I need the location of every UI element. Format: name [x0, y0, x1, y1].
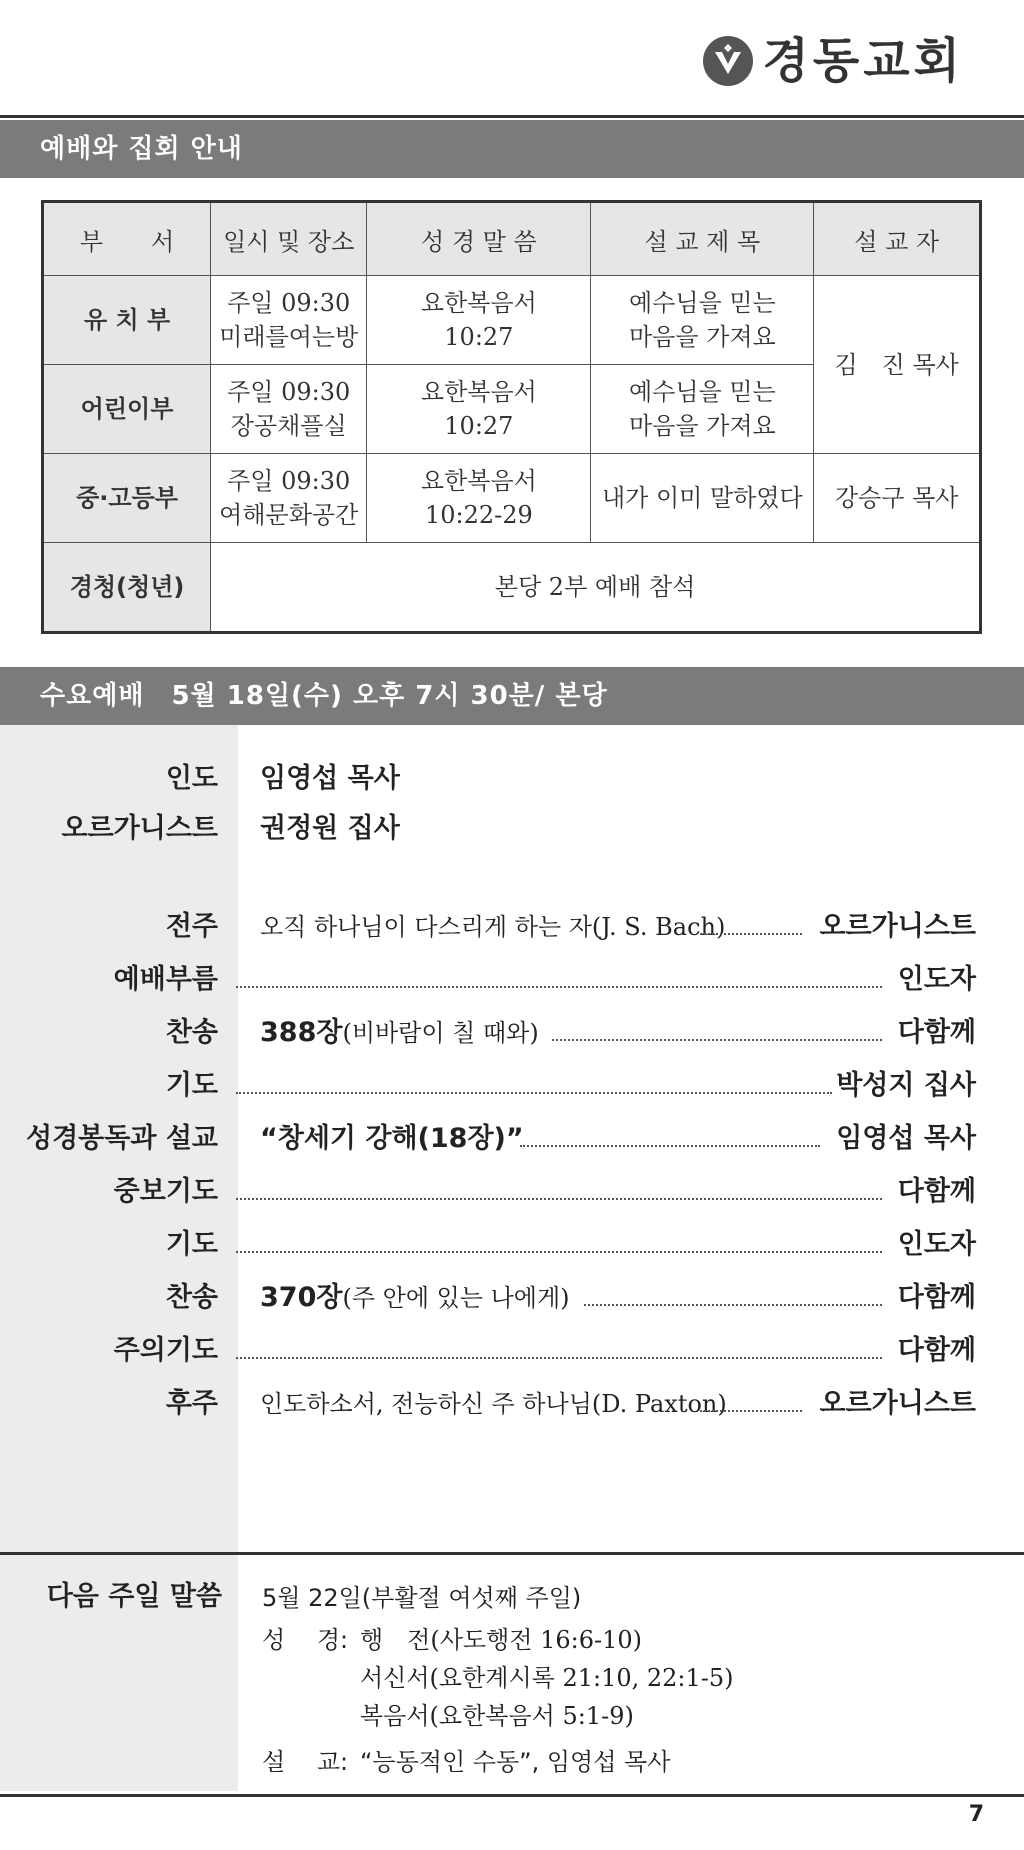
table-row [43, 276, 981, 365]
dot-leader [236, 1251, 882, 1253]
item-performer: 다함께 [897, 1017, 976, 1048]
item-label: 주의기도 [113, 1335, 218, 1366]
church-name: 경동교회 [762, 33, 964, 89]
scripture-cell [367, 454, 591, 543]
scripture-cell [367, 365, 591, 454]
next-week-date: 5월 22일(부활절 여섯째 주일) [262, 1584, 582, 1612]
scripture-verse: 10:27 [444, 323, 514, 351]
service-item [0, 905, 1024, 949]
scripture-acts: 행 전(사도행전 16:6-10) [360, 1626, 643, 1654]
item-performer: 다함께 [897, 1335, 976, 1366]
sermon-title: “창세기 강해(18장)” [260, 1123, 524, 1154]
scripture-epistle: 서신서(요한계시록 21:10, 22:1-5) [360, 1664, 734, 1692]
scripture-gospel: 복음서(요한복음서 5:1-9) [360, 1702, 634, 1730]
sermon-label: 설 교: [262, 1748, 349, 1776]
place-text: 미래를여는방 [219, 323, 359, 351]
dot-leader [236, 1092, 832, 1094]
time-text: 주일 09:30 [227, 467, 351, 495]
service-item [0, 1011, 1024, 1055]
item-content: 인도하소서, 전능하신 주 하나님(D. Paxton) [260, 1390, 727, 1418]
item-content [260, 1117, 524, 1161]
item-label: 찬송 [165, 1017, 218, 1048]
hymn-title: (주 안에 있는 나에게) [342, 1284, 570, 1312]
scripture-verse: 10:22-29 [424, 501, 533, 529]
scripture-label: 성 경: [262, 1626, 349, 1654]
item-label: 후주 [165, 1388, 218, 1419]
service-item [0, 958, 1024, 1002]
item-performer: 다함께 [897, 1282, 976, 1313]
dept-cell: 유 치 부 [43, 276, 211, 365]
item-performer: 임영섭 목사 [836, 1123, 976, 1154]
department-schedule-table [41, 200, 982, 634]
column-header: 설 교 자 [814, 202, 981, 276]
sermon-title-cell: 내가 이미 말하였다 [591, 454, 814, 543]
preacher-cell: 김 진 목사 [814, 276, 981, 454]
item-performer: 오르가니스트 [819, 911, 976, 942]
service-item [0, 1170, 1024, 1214]
church-emblem-icon [703, 36, 753, 86]
column-header: 성 경 말 씀 [367, 202, 591, 276]
item-label: 전주 [165, 911, 218, 942]
sermon-title-cell [591, 276, 814, 365]
organist-label: 오르가니스트 [61, 813, 218, 844]
time-text: 주일 09:30 [227, 289, 351, 317]
service-item [0, 1276, 1024, 1320]
leader-name: 임영섭 목사 [260, 763, 400, 794]
sermon-title-line: 마음을 가져요 [629, 323, 776, 351]
church-logo [703, 33, 964, 89]
table-header-row [43, 202, 981, 276]
time-place-cell [211, 365, 367, 454]
item-label: 예배부름 [113, 964, 218, 995]
dot-leader [552, 1039, 882, 1041]
hymn-number: 388장 [260, 1017, 343, 1048]
scripture-book: 요한복음서 [420, 467, 537, 495]
place-text: 여해문화공간 [219, 501, 359, 529]
item-label: 기도 [165, 1229, 218, 1260]
dept-cell: 경청(청년) [43, 543, 211, 633]
dot-leader [236, 1357, 882, 1359]
service-item [0, 1064, 1024, 1108]
next-sermon: “능동적인 수동”, 임영섭 목사 [360, 1748, 671, 1776]
section-divider [0, 1552, 1024, 1555]
place-text: 장공채플실 [230, 412, 347, 440]
item-performer: 인도자 [897, 964, 976, 995]
dot-leader [236, 1198, 882, 1200]
dot-leader [700, 1410, 802, 1412]
dept-cell: 중·고등부 [43, 454, 211, 543]
item-label: 중보기도 [113, 1176, 218, 1207]
column-header: 부 서 [43, 202, 211, 276]
organist-name: 권정원 집사 [260, 813, 400, 844]
leader-label: 인도 [165, 763, 218, 794]
sermon-title-line: 마음을 가져요 [629, 412, 776, 440]
sermon-title-line: 예수님을 믿는 [629, 378, 776, 406]
dept-cell: 어린이부 [43, 365, 211, 454]
sermon-title-line: 예수님을 믿는 [629, 289, 776, 317]
dot-leader [520, 1145, 820, 1147]
dot-leader [236, 986, 882, 988]
scripture-book: 요한복음서 [420, 289, 537, 317]
dot-leader [700, 933, 802, 935]
item-label: 찬송 [165, 1282, 218, 1313]
organist-row [0, 807, 1024, 851]
table-row [43, 543, 981, 633]
table-row [43, 454, 981, 543]
hymn-title: (비바람이 칠 때와) [342, 1019, 539, 1047]
note-cell: 본당 2부 예배 참석 [211, 543, 981, 633]
service-item [0, 1382, 1024, 1426]
item-label: 기도 [165, 1070, 218, 1101]
item-content: 오직 하나님이 다스리게 하는 자(J. S. Bach) [260, 913, 726, 941]
time-place-cell [211, 276, 367, 365]
leader-row [0, 757, 1024, 801]
next-week-label: 다음 주일 말씀 [46, 1581, 222, 1612]
footer-rule [0, 1794, 1024, 1797]
section-title-wednesday-service: 수요예배 5월 18일(수) 오후 7시 30분/ 본당 [0, 667, 1024, 725]
scripture-verse: 10:27 [444, 412, 514, 440]
item-performer: 박성지 집사 [836, 1070, 976, 1101]
item-content [260, 1011, 539, 1055]
dot-leader [584, 1304, 882, 1306]
item-label: 성경봉독과 설교 [26, 1123, 218, 1154]
service-item [0, 1223, 1024, 1267]
item-content [260, 1276, 570, 1320]
scripture-cell [367, 276, 591, 365]
service-item [0, 1117, 1024, 1161]
preacher-cell: 강승구 목사 [814, 454, 981, 543]
column-header: 설 교 제 목 [591, 202, 814, 276]
scripture-book: 요한복음서 [420, 378, 537, 406]
item-performer: 오르가니스트 [819, 1388, 976, 1419]
section-title-schedule: 예배와 집회 안내 [0, 120, 1024, 178]
hymn-number: 370장 [260, 1282, 343, 1313]
page-header [0, 0, 1024, 118]
column-header: 일시 및 장소 [211, 202, 367, 276]
service-item [0, 1329, 1024, 1373]
time-place-cell [211, 454, 367, 543]
sermon-title-cell [591, 365, 814, 454]
item-performer: 인도자 [897, 1229, 976, 1260]
time-text: 주일 09:30 [227, 378, 351, 406]
item-performer: 다함께 [897, 1176, 976, 1207]
page-number: 7 [968, 1802, 984, 1827]
